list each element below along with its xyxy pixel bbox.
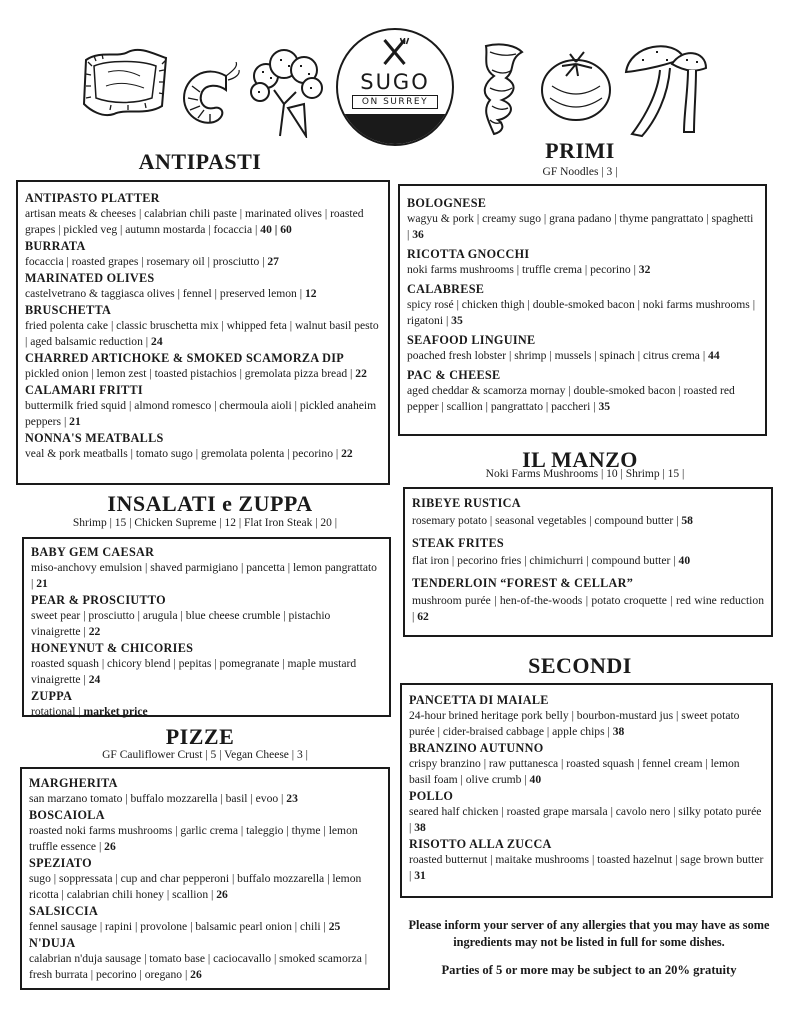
item-description bbox=[31, 608, 382, 640]
item-description bbox=[25, 366, 381, 382]
menu-item bbox=[407, 281, 758, 329]
menu-item bbox=[31, 544, 382, 592]
menu-item bbox=[412, 575, 764, 625]
logo-name: SUGO bbox=[360, 70, 430, 94]
menu-item bbox=[29, 855, 381, 903]
pizze-addons: GF Cauliflower Crust | 5 | Vegan Cheese | 3 | bbox=[102, 749, 308, 761]
item-name: BRANZINO AUTUNNO bbox=[409, 741, 544, 755]
item-description bbox=[25, 398, 381, 430]
menu-item bbox=[25, 190, 381, 238]
item-description bbox=[407, 297, 758, 329]
item-description bbox=[409, 852, 764, 884]
item-name: BRUSCHETTA bbox=[25, 303, 112, 317]
item-name: MARGHERITA bbox=[29, 776, 118, 790]
menu-item bbox=[409, 788, 764, 836]
item-description bbox=[29, 919, 381, 935]
gratuity-notice: Parties of 5 or more may be subject to an 20% gratuity bbox=[441, 963, 737, 977]
menu-item bbox=[25, 270, 381, 302]
item-name: CHARRED ARTICHOKE & SMOKED SCAMORZA DIP bbox=[25, 351, 345, 365]
item-name: BOSCAIOLA bbox=[29, 808, 105, 822]
antipasti-heading: ANTIPASTI bbox=[138, 149, 262, 174]
item-description bbox=[412, 553, 764, 569]
item-description bbox=[25, 254, 381, 270]
menu-item bbox=[407, 332, 758, 364]
item-price: 36 bbox=[409, 228, 424, 241]
item-desc-text: roasted noki farms mushrooms | garlic crema | taleggio | thyme | lemon truffle essence | bbox=[29, 824, 358, 853]
menu-item bbox=[412, 535, 764, 569]
ravioli-icon bbox=[80, 46, 172, 118]
menu-item bbox=[31, 688, 382, 720]
menu-item bbox=[409, 692, 764, 740]
item-name: CALAMARI FRITTI bbox=[25, 383, 143, 397]
item-description bbox=[409, 804, 764, 836]
primi-addons: GF Noodles | 3 | bbox=[542, 166, 618, 178]
item-description bbox=[31, 560, 382, 592]
item-name: N'DUJA bbox=[29, 936, 76, 950]
menu-item bbox=[407, 246, 758, 278]
pizze-menu-box bbox=[20, 767, 390, 990]
menu-item bbox=[25, 430, 381, 462]
secondi-menu-box bbox=[400, 683, 773, 898]
menu-item bbox=[25, 382, 381, 430]
item-description bbox=[25, 206, 381, 238]
logo-subtitle: ON SURREY bbox=[352, 95, 438, 109]
item-price: market price bbox=[80, 705, 148, 718]
menu-item bbox=[29, 775, 381, 807]
item-description bbox=[29, 871, 381, 903]
item-price: 62 bbox=[414, 610, 429, 623]
item-name: BABY GEM CAESAR bbox=[31, 545, 155, 559]
menu-item bbox=[409, 740, 764, 788]
item-name: BURRATA bbox=[25, 239, 86, 253]
item-price: 40 | 60 bbox=[257, 223, 292, 236]
item-name: MARINATED OLIVES bbox=[25, 271, 155, 285]
item-description bbox=[407, 211, 758, 243]
item-name: SALSICCIA bbox=[29, 904, 99, 918]
item-price: 12 bbox=[302, 287, 317, 300]
mushroom-icon bbox=[622, 34, 708, 138]
menu-item bbox=[25, 302, 381, 350]
item-price: 35 bbox=[448, 314, 463, 327]
item-description bbox=[29, 791, 381, 807]
item-name: STEAK FRITES bbox=[412, 536, 504, 550]
menu-item bbox=[29, 903, 381, 935]
item-price: 22 bbox=[85, 625, 101, 638]
item-desc-text: roasted squash | chicory blend | pepitas | pomegranate | maple mustard vinaigrette | bbox=[31, 657, 357, 686]
item-desc-text: sugo | soppressata | cup and char pepperoni | buffalo mozzarella | lemon ricotta | calabrian chili honey | scallion | bbox=[29, 872, 362, 901]
tomato-icon bbox=[536, 46, 616, 126]
item-price: 40 bbox=[526, 773, 542, 786]
item-price: 27 bbox=[264, 255, 279, 268]
item-name: HONEYNUT & CHICORIES bbox=[31, 641, 194, 655]
insalati-addons: Shrimp | 15 | Chicken Supreme | 12 | Flat Iron Steak | 20 | bbox=[72, 517, 338, 529]
menu-item bbox=[409, 836, 764, 884]
item-desc-text: artisan meats & cheeses | calabrian chili paste | marinated olives | roasted grapes | pickled veg | autumn mostarda | focaccia | bbox=[25, 207, 364, 236]
item-desc-text: flat iron | pecorino fries | chimichurri | compound butter | bbox=[412, 554, 676, 567]
item-name: RIBEYE RUSTICA bbox=[412, 496, 521, 510]
item-desc-text: castelvetrano & taggiasca olives | fennel | preserved lemon | bbox=[25, 287, 303, 300]
manzo-addons: Noki Farms Mushrooms | 10 | Shrimp | 15 | bbox=[485, 468, 685, 480]
item-desc-text: rosemary potato | seasonal vegetables | compound butter | bbox=[412, 514, 679, 527]
menu-item bbox=[25, 238, 381, 270]
item-name: SPEZIATO bbox=[29, 856, 92, 870]
item-name: BOLOGNESE bbox=[407, 196, 487, 210]
item-description bbox=[31, 704, 382, 720]
item-name: RICOTTA GNOCCHI bbox=[407, 247, 530, 261]
restaurant-logo bbox=[336, 28, 454, 146]
item-name: PEAR & PROSCIUTTO bbox=[31, 593, 166, 607]
menu-item bbox=[31, 640, 382, 688]
item-desc-text: wagyu & pork | creamy sugo | grana padano | thyme pangrattato | spaghetti | bbox=[407, 212, 754, 241]
item-description bbox=[25, 286, 381, 302]
insalati-menu-box bbox=[22, 537, 391, 717]
item-price: 22 bbox=[338, 447, 353, 460]
menu-item bbox=[29, 935, 381, 983]
item-price: 21 bbox=[66, 415, 81, 428]
item-name: ZUPPA bbox=[31, 689, 73, 703]
item-price: 44 bbox=[705, 349, 720, 362]
item-description bbox=[407, 383, 758, 415]
item-desc-text: focaccia | roasted grapes | rosemary oil | prosciutto | bbox=[25, 255, 265, 268]
item-desc-text: pickled onion | lemon zest | toasted pistachios | gremolata pizza bread | bbox=[25, 367, 353, 380]
item-price: 26 bbox=[213, 888, 228, 901]
item-name: PANCETTA DI MAIALE bbox=[409, 693, 549, 707]
item-description bbox=[31, 656, 382, 688]
item-desc-text: fried polenta cake | classic bruschetta mix | whipped feta | walnut basil pesto | aged balsamic reduction | bbox=[25, 319, 379, 348]
insalati-heading: INSALATI e ZUPPA bbox=[107, 491, 313, 516]
item-desc-text: mushroom purée | hen-of-the-woods | potato croquette | red wine reduction | bbox=[412, 594, 764, 623]
item-description bbox=[25, 446, 381, 462]
item-description bbox=[29, 823, 381, 855]
item-description bbox=[409, 756, 764, 788]
item-name: POLLO bbox=[409, 789, 454, 803]
menu-item bbox=[31, 592, 382, 640]
item-name: RISOTTO ALLA ZUCCA bbox=[409, 837, 552, 851]
manzo-heading: IL MANZO bbox=[522, 447, 638, 472]
item-price: 24 bbox=[148, 335, 163, 348]
item-name: ANTIPASTO PLATTER bbox=[25, 191, 160, 205]
menu-item bbox=[29, 807, 381, 855]
item-desc-text: calabrian n'duja sausage | tomato base | caciocavallo | smoked scamorza | fresh burrata | pecorino | oregano | bbox=[29, 952, 368, 981]
item-desc-text: fennel sausage | rapini | provolone | balsamic pearl onion | chili | bbox=[29, 920, 326, 933]
antipasti-menu-box bbox=[16, 180, 390, 485]
item-name: CALABRESE bbox=[407, 282, 485, 296]
item-price: 35 bbox=[595, 400, 611, 413]
item-description bbox=[29, 951, 381, 983]
logo-dark-band bbox=[338, 114, 452, 146]
pizze-heading: PIZZE bbox=[165, 724, 235, 749]
item-price: 24 bbox=[85, 673, 101, 686]
item-price: 38 bbox=[411, 821, 426, 834]
item-desc-text: san marzano tomato | buffalo mozzarella | basil | evoo | bbox=[29, 792, 284, 805]
item-name: SEAFOOD LINGUINE bbox=[407, 333, 536, 347]
item-name: NONNA'S MEATBALLS bbox=[25, 431, 164, 445]
item-name: PAC & CHEESE bbox=[407, 368, 501, 382]
item-desc-text: 24-hour brined heritage pork belly | bourbon-mustard jus | sweet potato purée | cider-braised cabbage | apple chips | bbox=[409, 709, 740, 738]
item-price: 26 bbox=[101, 840, 116, 853]
item-description bbox=[407, 262, 758, 278]
item-desc-text: seared half chicken | roasted grape marsala | cavolo nero | silky potato purée | bbox=[409, 805, 762, 834]
menu-item bbox=[412, 495, 764, 529]
primi-menu-box bbox=[398, 184, 767, 436]
item-desc-text: buttermilk fried squid | almond romesco | chermoula aioli | pickled anaheim peppers | bbox=[25, 399, 377, 428]
item-desc-text: poached fresh lobster | shrimp | mussels | spinach | citrus crema | bbox=[407, 349, 706, 362]
pasta-icon bbox=[472, 40, 532, 136]
item-price: 31 bbox=[411, 869, 426, 882]
item-price: 23 bbox=[283, 792, 298, 805]
menu-item bbox=[25, 350, 381, 382]
item-price: 26 bbox=[187, 968, 202, 981]
menu-item bbox=[407, 367, 758, 415]
manzo-menu-box bbox=[403, 487, 773, 637]
item-desc-text: veal & pork meatballs | tomato sugo | gremolata polenta | pecorino | bbox=[25, 447, 339, 460]
item-desc-text: aged cheddar & scamorza mornay | double-smoked bacon | roasted red pepper | scallion | pangrattato | paccheri | bbox=[407, 384, 735, 413]
item-price: 22 bbox=[352, 367, 367, 380]
item-description bbox=[412, 593, 764, 625]
primi-heading: PRIMI bbox=[545, 138, 615, 163]
item-description bbox=[25, 318, 381, 350]
broccoli-icon bbox=[244, 46, 328, 138]
item-description bbox=[407, 348, 758, 364]
item-desc-text: spicy rosé | chicken thigh | double-smoked bacon | noki farms mushrooms | rigatoni | bbox=[407, 298, 756, 327]
item-desc-text: miso-anchovy emulsion | shaved parmigiano | pancetta | lemon pangrattato | bbox=[31, 561, 377, 590]
item-desc-text: noki farms mushrooms | truffle crema | pecorino | bbox=[407, 263, 636, 276]
item-price: 32 bbox=[635, 263, 651, 276]
item-price: 21 bbox=[33, 577, 48, 590]
item-desc-text: crispy branzino | raw puttanesca | roasted squash | fennel cream | lemon basil foam | olive crumb | bbox=[409, 757, 740, 786]
secondi-heading: SECONDI bbox=[528, 653, 632, 678]
item-description bbox=[412, 513, 764, 529]
allergy-notice: Please inform your server of any allergies that you may have as some ingredients may not be listed in full for some dishes. bbox=[408, 918, 770, 949]
item-desc-text: sweet pear | prosciutto | arugula | blue cheese crumble | pistachio vinaigrette | bbox=[31, 609, 331, 638]
item-desc-text: rotational | bbox=[31, 705, 81, 718]
item-price: 40 bbox=[675, 554, 691, 567]
crossed-knife-fork-icon bbox=[338, 30, 452, 70]
item-desc-text: roasted butternut | maitake mushrooms | toasted hazelnut | sage brown butter | bbox=[409, 853, 764, 882]
shrimp-icon bbox=[176, 62, 240, 132]
item-price: 58 bbox=[678, 514, 693, 527]
item-price: 38 bbox=[609, 725, 625, 738]
item-price: 25 bbox=[325, 920, 341, 933]
item-name: TENDERLOIN “FOREST & CELLAR” bbox=[412, 576, 634, 590]
item-description bbox=[409, 708, 764, 740]
menu-item bbox=[407, 195, 758, 243]
